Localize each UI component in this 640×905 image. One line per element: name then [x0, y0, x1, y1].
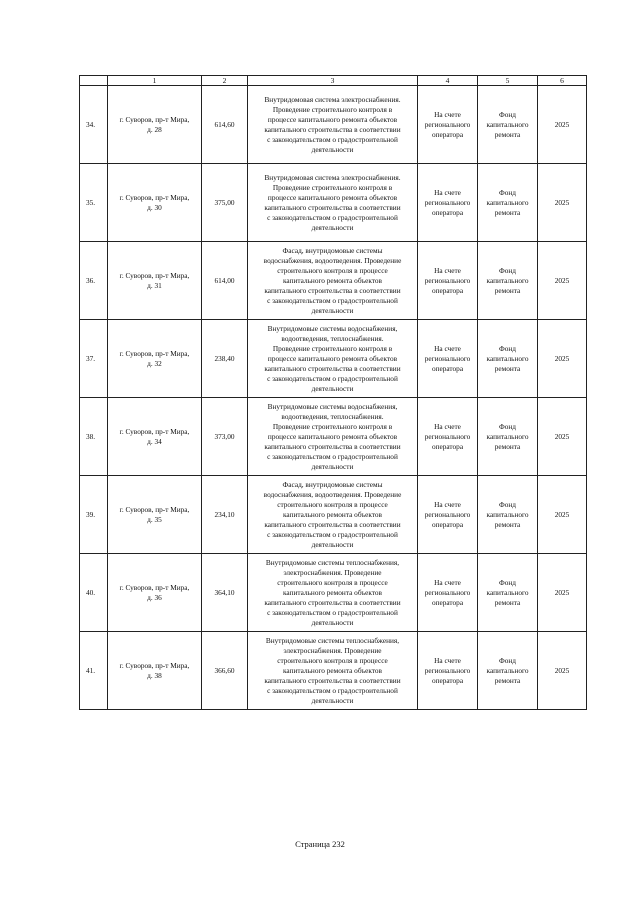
row-number: 34. — [80, 86, 108, 164]
table-row — [80, 242, 587, 320]
year-cell: 2025 — [538, 476, 587, 554]
row-number: 37. — [80, 320, 108, 398]
column-header: 6 — [538, 76, 587, 86]
column-header: 3 — [248, 76, 418, 86]
column-header: 4 — [418, 76, 478, 86]
table-row — [80, 554, 587, 632]
area-cell: 238,40 — [202, 320, 248, 398]
work-description-cell: Внутридомовые системы водоснабжения, водоотведения, теплоснабжения. Проведение строительного контроля в процессе капитального ремонта объектов капитального строительства в соответствии с законодательством о градостроительной деятельности — [248, 398, 418, 476]
work-description-cell: Фасад, внутридомовые системы водоснабжения, водоотведения. Проведение строительного контроля в процессе капитального ремонта объектов капитального строительства в соответствии с законодательством о градостроительной деятельности — [248, 476, 418, 554]
address-cell: г. Суворов, пр-т Мира, д. 36 — [108, 554, 202, 632]
table-row — [80, 164, 587, 242]
work-description-cell: Внутридомовые системы теплоснабжения, электроснабжения. Проведение строительного контроля в процессе капитального ремонта объектов капитального строительства в соответствии с законодательством о градостроительной деятельности — [248, 554, 418, 632]
column-header: 2 — [202, 76, 248, 86]
works-table — [79, 75, 587, 710]
work-description-cell: Внутридомовая система электроснабжения. Проведение строительного контроля в процессе капитального ремонта объектов капитального строительства в соответствии с законодательством о градостроительной деятельности — [248, 86, 418, 164]
table-row — [80, 86, 587, 164]
area-cell: 366,60 — [202, 632, 248, 710]
address-cell: г. Суворов, пр-т Мира, д. 30 — [108, 164, 202, 242]
year-cell: 2025 — [538, 320, 587, 398]
address-cell: г. Суворов, пр-т Мира, д. 38 — [108, 632, 202, 710]
area-cell: 375,00 — [202, 164, 248, 242]
table-row — [80, 398, 587, 476]
address-cell: г. Суворов, пр-т Мира, д. 31 — [108, 242, 202, 320]
work-description-cell: Фасад, внутридомовые системы водоснабжения, водоотведения. Проведение строительного контроля в процессе капитального ремонта объектов капитального строительства в соответствии с законодательством о градостроительной деятельности — [248, 242, 418, 320]
area-cell: 614,60 — [202, 86, 248, 164]
table-row — [80, 320, 587, 398]
year-cell: 2025 — [538, 398, 587, 476]
area-cell: 373,00 — [202, 398, 248, 476]
year-cell: 2025 — [538, 164, 587, 242]
row-number: 36. — [80, 242, 108, 320]
table-row — [80, 632, 587, 710]
area-cell: 364,10 — [202, 554, 248, 632]
column-number-header-row — [80, 76, 587, 86]
row-number: 35. — [80, 164, 108, 242]
funding-source-cell: Фонд капитального ремонта — [478, 476, 538, 554]
funding-source-cell: Фонд капитального ремонта — [478, 164, 538, 242]
account-type-cell: На счете регионального оператора — [418, 632, 478, 710]
row-number: 39. — [80, 476, 108, 554]
year-cell: 2025 — [538, 554, 587, 632]
year-cell: 2025 — [538, 242, 587, 320]
row-number: 41. — [80, 632, 108, 710]
funding-source-cell: Фонд капитального ремонта — [478, 398, 538, 476]
work-description-cell: Внутридомовая система электроснабжения. Проведение строительного контроля в процессе капитального ремонта объектов капитального строительства в соответствии с законодательством о градостроительной деятельности — [248, 164, 418, 242]
work-description-cell: Внутридомовые системы водоснабжения, водоотведения, теплоснабжения. Проведение строительного контроля в процессе капитального ремонта объектов капитального строительства в соответствии с законодательством о градостроительной деятельности — [248, 320, 418, 398]
work-description-cell: Внутридомовые системы теплоснабжения, электроснабжения. Проведение строительного контроля в процессе капитального ремонта объектов капитального строительства в соответствии с законодательством о градостроительной деятельности — [248, 632, 418, 710]
page-number: Страница 232 — [295, 839, 345, 849]
column-header — [80, 76, 108, 86]
account-type-cell: На счете регионального оператора — [418, 554, 478, 632]
column-header: 1 — [108, 76, 202, 86]
account-type-cell: На счете регионального оператора — [418, 164, 478, 242]
column-header: 5 — [478, 76, 538, 86]
year-cell: 2025 — [538, 86, 587, 164]
address-cell: г. Суворов, пр-т Мира, д. 32 — [108, 320, 202, 398]
table-row — [80, 476, 587, 554]
address-cell: г. Суворов, пр-т Мира, д. 35 — [108, 476, 202, 554]
row-number: 38. — [80, 398, 108, 476]
year-cell: 2025 — [538, 632, 587, 710]
account-type-cell: На счете регионального оператора — [418, 320, 478, 398]
row-number: 40. — [80, 554, 108, 632]
funding-source-cell: Фонд капитального ремонта — [478, 86, 538, 164]
account-type-cell: На счете регионального оператора — [418, 242, 478, 320]
area-cell: 614,00 — [202, 242, 248, 320]
account-type-cell: На счете регионального оператора — [418, 398, 478, 476]
funding-source-cell: Фонд капитального ремонта — [478, 632, 538, 710]
account-type-cell: На счете регионального оператора — [418, 476, 478, 554]
area-cell: 234,10 — [202, 476, 248, 554]
address-cell: г. Суворов, пр-т Мира, д. 34 — [108, 398, 202, 476]
funding-source-cell: Фонд капитального ремонта — [478, 554, 538, 632]
funding-source-cell: Фонд капитального ремонта — [478, 320, 538, 398]
address-cell: г. Суворов, пр-т Мира, д. 28 — [108, 86, 202, 164]
account-type-cell: На счете регионального оператора — [418, 86, 478, 164]
funding-source-cell: Фонд капитального ремонта — [478, 242, 538, 320]
